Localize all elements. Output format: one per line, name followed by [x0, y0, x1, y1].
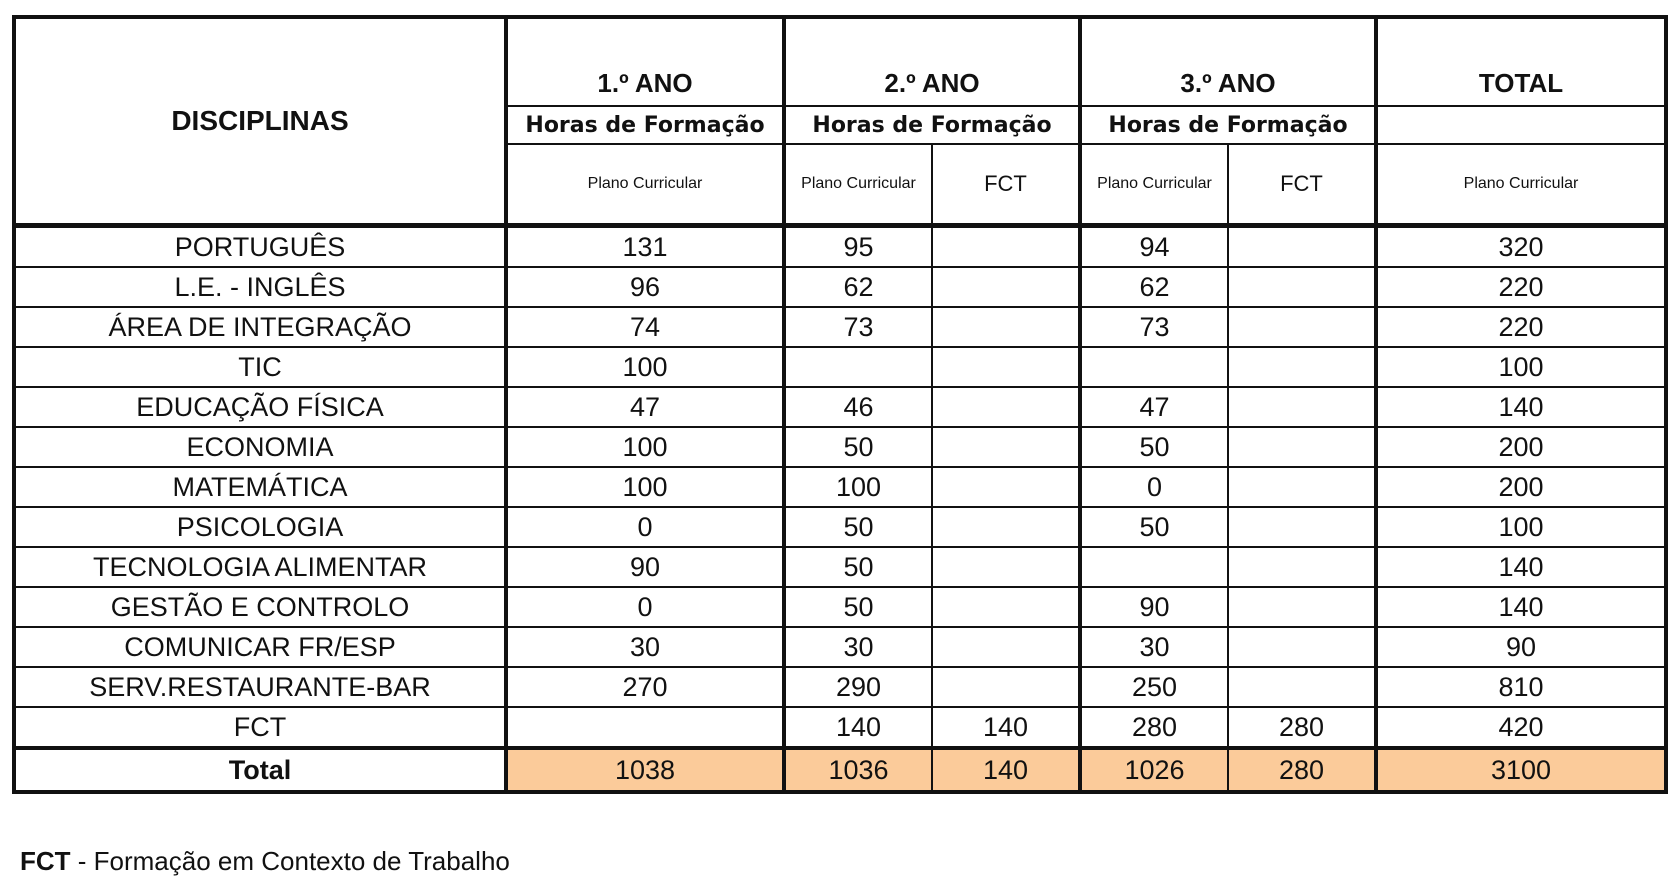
year3-cell: 50 — [1080, 427, 1228, 467]
header-row-years — [14, 17, 1666, 106]
totals-year1: 1038 — [506, 748, 784, 792]
year1-cell: 96 — [506, 267, 784, 307]
year3-fct-cell — [1228, 667, 1376, 707]
discipline-cell: FCT — [14, 707, 506, 748]
year2-fct-cell: 140 — [932, 707, 1080, 748]
total-cell: 140 — [1376, 387, 1666, 427]
year1-cell: 270 — [506, 667, 784, 707]
year3-cell: 94 — [1080, 226, 1228, 268]
disciplinas-header: DISCIPLINAS — [14, 17, 506, 226]
year2-fct-cell — [932, 627, 1080, 667]
year3-header: 3.º ANO — [1080, 17, 1376, 106]
year2-fct-cell — [932, 667, 1080, 707]
year1-cell: 0 — [506, 507, 784, 547]
year2-fct-cell — [932, 427, 1080, 467]
year2-cell: 62 — [784, 267, 932, 307]
table-row — [14, 267, 1666, 307]
curriculum-table-wrapper — [12, 15, 1668, 794]
year3-cell: 250 — [1080, 667, 1228, 707]
year3-fct-cell: 280 — [1228, 707, 1376, 748]
year1-cell: 100 — [506, 347, 784, 387]
year3-fct-cell — [1228, 587, 1376, 627]
totals-year3-fct: 280 — [1228, 748, 1376, 792]
footnote — [20, 846, 510, 877]
year2-cell: 73 — [784, 307, 932, 347]
year3-horas-header: Horas de Formação — [1080, 106, 1376, 144]
table-row — [14, 667, 1666, 707]
table-row — [14, 467, 1666, 507]
table-row — [14, 347, 1666, 387]
year3-fct-cell — [1228, 427, 1376, 467]
year2-header: 2.º ANO — [784, 17, 1080, 106]
table-row — [14, 587, 1666, 627]
discipline-cell: L.E. - INGLÊS — [14, 267, 506, 307]
totals-label: Total — [14, 748, 506, 792]
total-cell: 140 — [1376, 587, 1666, 627]
year2-fct-cell — [932, 507, 1080, 547]
total-cell: 810 — [1376, 667, 1666, 707]
table-row — [14, 547, 1666, 587]
discipline-cell: TECNOLOGIA ALIMENTAR — [14, 547, 506, 587]
year2-cell: 290 — [784, 667, 932, 707]
year3-cell: 47 — [1080, 387, 1228, 427]
year2-fct-cell — [932, 307, 1080, 347]
year2-cell — [784, 347, 932, 387]
year1-cell: 100 — [506, 467, 784, 507]
discipline-cell: ECONOMIA — [14, 427, 506, 467]
year2-fct-cell — [932, 267, 1080, 307]
discipline-cell: COMUNICAR FR/ESP — [14, 627, 506, 667]
totals-overall: 3100 — [1376, 748, 1666, 792]
total-cell: 200 — [1376, 427, 1666, 467]
curriculum-table — [12, 15, 1668, 794]
year2-fct-cell — [932, 587, 1080, 627]
year3-fct-cell — [1228, 547, 1376, 587]
table-row — [14, 707, 1666, 748]
discipline-cell: PSICOLOGIA — [14, 507, 506, 547]
year3-cell: 50 — [1080, 507, 1228, 547]
year3-plano-header: Plano Curricular — [1080, 144, 1228, 226]
total-cell: 320 — [1376, 226, 1666, 268]
year3-cell: 62 — [1080, 267, 1228, 307]
discipline-cell: MATEMÁTICA — [14, 467, 506, 507]
discipline-cell: EDUCAÇÃO FÍSICA — [14, 387, 506, 427]
year2-cell: 50 — [784, 507, 932, 547]
year2-cell: 50 — [784, 547, 932, 587]
year3-cell: 30 — [1080, 627, 1228, 667]
year2-plano-header: Plano Curricular — [784, 144, 932, 226]
year3-cell — [1080, 347, 1228, 387]
year2-cell: 100 — [784, 467, 932, 507]
year3-fct-cell — [1228, 387, 1376, 427]
discipline-cell: ÁREA DE INTEGRAÇÃO — [14, 307, 506, 347]
total-cell: 420 — [1376, 707, 1666, 748]
totals-year2: 1036 — [784, 748, 932, 792]
total-cell: 200 — [1376, 467, 1666, 507]
year3-fct-cell — [1228, 226, 1376, 268]
year3-fct-header: FCT — [1228, 144, 1376, 226]
year2-horas-header: Horas de Formação — [784, 106, 1080, 144]
total-header: TOTAL — [1376, 17, 1666, 106]
discipline-cell: GESTÃO E CONTROLO — [14, 587, 506, 627]
year3-cell: 73 — [1080, 307, 1228, 347]
year1-horas-header: Horas de Formação — [506, 106, 784, 144]
year1-cell: 0 — [506, 587, 784, 627]
table-row — [14, 627, 1666, 667]
totals-year2-fct: 140 — [932, 748, 1080, 792]
year2-fct-cell — [932, 347, 1080, 387]
table-row — [14, 387, 1666, 427]
year3-fct-cell — [1228, 507, 1376, 547]
discipline-cell: PORTUGUÊS — [14, 226, 506, 268]
total-cell: 220 — [1376, 307, 1666, 347]
year3-cell: 280 — [1080, 707, 1228, 748]
year2-cell: 95 — [784, 226, 932, 268]
year3-cell — [1080, 547, 1228, 587]
discipline-cell: TIC — [14, 347, 506, 387]
year2-fct-cell — [932, 226, 1080, 268]
total-plano-header: Plano Curricular — [1376, 144, 1666, 226]
year1-header: 1.º ANO — [506, 17, 784, 106]
table-row — [14, 226, 1666, 268]
total-horas-blank — [1376, 106, 1666, 144]
discipline-cell: SERV.RESTAURANTE-BAR — [14, 667, 506, 707]
footnote-text: - Formação em Contexto de Trabalho — [70, 846, 510, 876]
year1-cell: 131 — [506, 226, 784, 268]
total-cell: 90 — [1376, 627, 1666, 667]
year2-fct-header: FCT — [932, 144, 1080, 226]
year2-fct-cell — [932, 467, 1080, 507]
year1-cell: 30 — [506, 627, 784, 667]
year3-cell: 90 — [1080, 587, 1228, 627]
year1-plano-header: Plano Curricular — [506, 144, 784, 226]
footnote-abbr: FCT — [20, 846, 71, 876]
table-row — [14, 427, 1666, 467]
year3-fct-cell — [1228, 307, 1376, 347]
year2-cell: 46 — [784, 387, 932, 427]
year2-cell: 140 — [784, 707, 932, 748]
total-cell: 220 — [1376, 267, 1666, 307]
year1-cell: 47 — [506, 387, 784, 427]
total-cell: 100 — [1376, 507, 1666, 547]
year1-cell: 74 — [506, 307, 784, 347]
year3-fct-cell — [1228, 347, 1376, 387]
total-cell: 140 — [1376, 547, 1666, 587]
year2-cell: 30 — [784, 627, 932, 667]
year2-cell: 50 — [784, 427, 932, 467]
table-row — [14, 507, 1666, 547]
year2-fct-cell — [932, 547, 1080, 587]
year2-cell: 50 — [784, 587, 932, 627]
year1-cell: 100 — [506, 427, 784, 467]
year2-fct-cell — [932, 387, 1080, 427]
year3-fct-cell — [1228, 267, 1376, 307]
year3-cell: 0 — [1080, 467, 1228, 507]
totals-year3: 1026 — [1080, 748, 1228, 792]
year1-cell: 90 — [506, 547, 784, 587]
totals-row — [14, 748, 1666, 792]
table-row — [14, 307, 1666, 347]
total-cell: 100 — [1376, 347, 1666, 387]
year3-fct-cell — [1228, 627, 1376, 667]
year1-cell — [506, 707, 784, 748]
year3-fct-cell — [1228, 467, 1376, 507]
